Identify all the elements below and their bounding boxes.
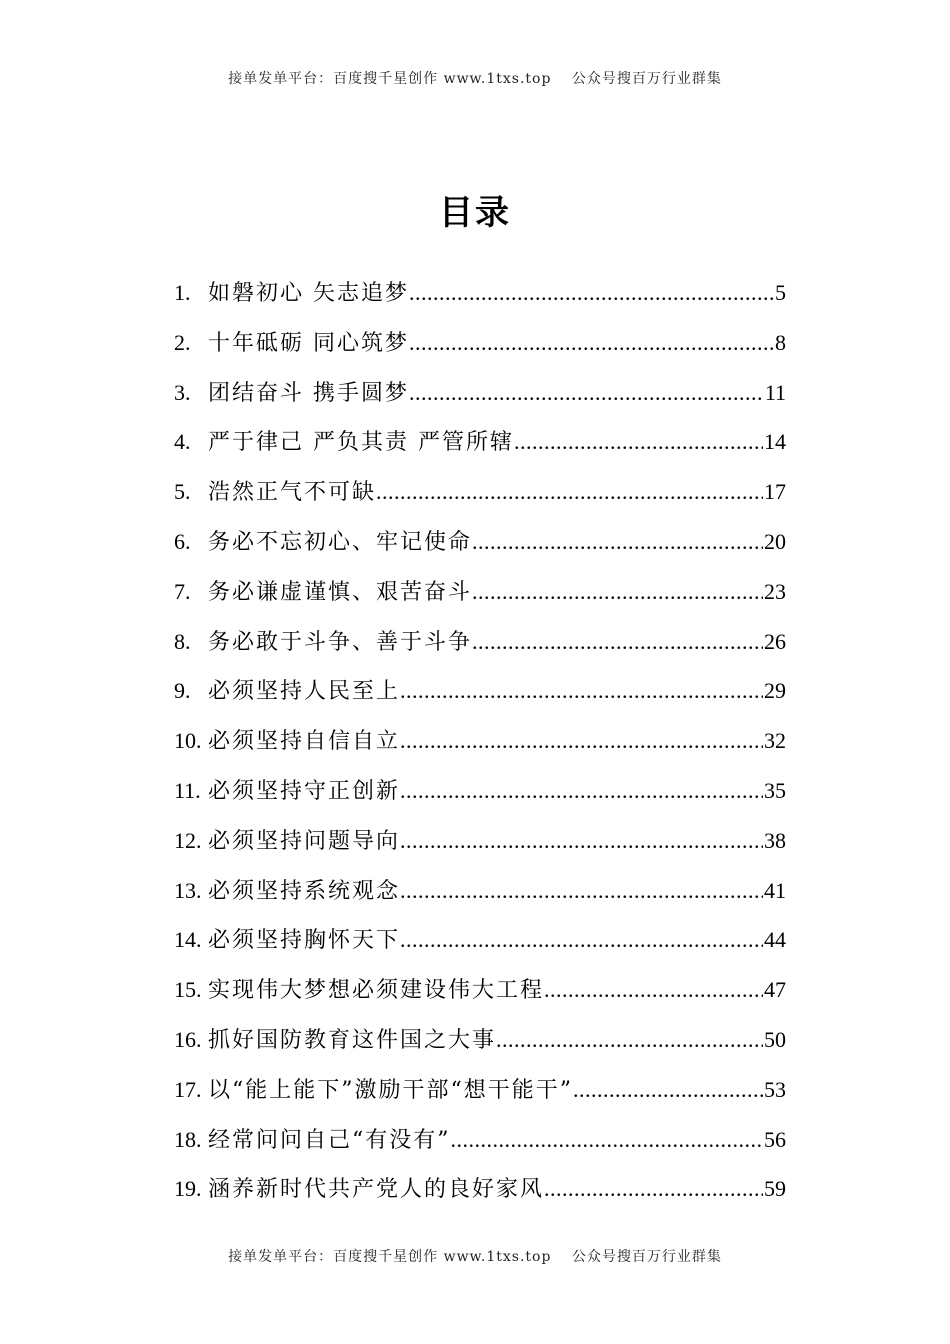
toc-dot-leader xyxy=(409,370,764,416)
toc-entry[interactable] xyxy=(174,619,786,669)
toc-entry-page-number: 41 xyxy=(764,877,786,903)
toc-entry-number: 5. xyxy=(174,479,191,505)
toc-entry-title: 务必敢于斗争、善于斗争 xyxy=(208,629,473,655)
toc-entry-title: 严于律己 严负其责 严管所辖 xyxy=(208,430,514,456)
toc-entry-number: 11. xyxy=(174,777,201,803)
toc-dot-leader xyxy=(400,917,763,963)
toc-entry-page-number: 20 xyxy=(764,528,786,554)
toc-entry-page-number: 29 xyxy=(764,678,786,704)
toc-entry-title: 务必谦虚谨慎、艰苦奋斗 xyxy=(208,579,473,605)
toc-entry[interactable] xyxy=(174,1067,786,1117)
toc-entry-title: 必须坚持人民至上 xyxy=(208,679,401,705)
table-of-contents xyxy=(174,270,786,1216)
toc-entry-page-number: 53 xyxy=(764,1076,786,1102)
toc-entry-title: 必须坚持守正创新 xyxy=(208,778,401,804)
toc-entry-number: 7. xyxy=(174,578,191,604)
toc-entry-title: 抓好国防教育这件国之大事 xyxy=(208,1027,497,1053)
toc-dot-leader xyxy=(544,967,763,1013)
toc-entry-number: 1. xyxy=(174,280,191,305)
toc-entry-page-number: 56 xyxy=(764,1126,786,1152)
toc-entry-title: 涵养新时代共产党人的良好家风 xyxy=(208,1177,545,1203)
toc-entry-number: 17. xyxy=(174,1076,202,1102)
toc-entry-title: 必须坚持胸怀天下 xyxy=(208,928,401,954)
toc-entry-title: 浩然正气不可缺 xyxy=(208,480,377,506)
toc-entry-title: 务必不忘初心、牢记使命 xyxy=(208,529,473,555)
toc-entry-number: 19. xyxy=(174,1176,202,1202)
toc-dot-leader xyxy=(400,668,763,714)
toc-entry-number: 10. xyxy=(174,728,202,754)
toc-entry-number: 12. xyxy=(174,827,202,853)
toc-entry-title: 经常问问自己“有没有” xyxy=(208,1127,451,1153)
toc-entry-title: 必须坚持问题导向 xyxy=(208,828,401,854)
toc-entry-page-number: 17 xyxy=(764,479,786,505)
toc-entry[interactable] xyxy=(174,768,786,818)
page-title: 目录 xyxy=(439,192,511,233)
toc-entry-number: 2. xyxy=(174,329,191,355)
toc-entry[interactable] xyxy=(174,270,786,320)
toc-entry-page-number: 44 xyxy=(764,927,786,953)
toc-entry[interactable] xyxy=(174,868,786,918)
toc-entry-title: 以“能上能下”激励干部“想干能干” xyxy=(208,1077,573,1103)
toc-entry[interactable] xyxy=(174,569,786,619)
toc-entry-page-number: 38 xyxy=(764,827,786,853)
toc-entry-page-number: 35 xyxy=(764,777,786,803)
toc-dot-leader xyxy=(400,818,763,864)
toc-dot-leader xyxy=(472,519,763,565)
toc-entry[interactable] xyxy=(174,668,786,718)
toc-dot-leader xyxy=(400,868,763,914)
toc-entry-title: 如磐初心 矢志追梦 xyxy=(208,281,409,306)
toc-entry-number: 18. xyxy=(174,1126,202,1152)
toc-entry[interactable] xyxy=(174,320,786,370)
toc-dot-leader xyxy=(472,619,763,665)
toc-dot-leader xyxy=(409,320,774,366)
toc-entry-number: 6. xyxy=(174,528,191,554)
toc-entry-title: 必须坚持系统观念 xyxy=(208,878,401,904)
toc-dot-leader xyxy=(409,270,774,316)
toc-entry-page-number: 26 xyxy=(764,628,786,654)
toc-dot-leader xyxy=(573,1067,763,1113)
toc-entry-page-number: 23 xyxy=(764,578,786,604)
toc-entry[interactable] xyxy=(174,718,786,768)
toc-entry[interactable] xyxy=(174,1166,786,1216)
toc-entry-title: 必须坚持自信自立 xyxy=(208,729,401,755)
toc-entry-title: 实现伟大梦想必须建设伟大工程 xyxy=(208,978,545,1004)
toc-dot-leader xyxy=(514,419,763,465)
toc-entry[interactable] xyxy=(174,1117,786,1167)
page-header: 接单发单平台：百度搜千星创作 www.1txs.top 公众号搜百万行业群集 xyxy=(228,71,722,87)
toc-entry-number: 14. xyxy=(174,927,202,953)
toc-entry-page-number: 5 xyxy=(775,280,786,305)
toc-dot-leader xyxy=(376,469,763,515)
toc-entry[interactable] xyxy=(174,917,786,967)
toc-entry[interactable] xyxy=(174,370,786,420)
toc-entry-page-number: 50 xyxy=(764,1026,786,1052)
toc-entry-page-number: 8 xyxy=(775,329,786,355)
toc-entry-page-number: 11 xyxy=(764,379,786,405)
toc-entry[interactable] xyxy=(174,967,786,1017)
toc-entry-number: 13. xyxy=(174,877,202,903)
toc-entry-title: 团结奋斗 携手圆梦 xyxy=(208,380,409,406)
toc-dot-leader xyxy=(472,569,763,615)
toc-entry[interactable] xyxy=(174,1017,786,1067)
toc-entry[interactable] xyxy=(174,818,786,868)
toc-entry[interactable] xyxy=(174,419,786,469)
toc-entry[interactable] xyxy=(174,519,786,569)
page-footer: 接单发单平台：百度搜千星创作 www.1txs.top 公众号搜百万行业群集 xyxy=(228,1249,722,1265)
toc-entry[interactable] xyxy=(174,469,786,519)
toc-entry-title: 十年砥砺 同心筑梦 xyxy=(208,330,409,356)
toc-dot-leader xyxy=(400,768,763,814)
toc-entry-page-number: 32 xyxy=(764,728,786,754)
toc-dot-leader xyxy=(496,1017,763,1063)
toc-dot-leader xyxy=(400,718,763,764)
toc-dot-leader xyxy=(451,1117,764,1163)
toc-entry-number: 4. xyxy=(174,429,191,455)
toc-entry-page-number: 59 xyxy=(764,1176,786,1202)
toc-entry-number: 15. xyxy=(174,977,202,1003)
toc-entry-page-number: 47 xyxy=(764,977,786,1003)
toc-entry-number: 16. xyxy=(174,1026,202,1052)
toc-entry-number: 8. xyxy=(174,628,191,654)
toc-dot-leader xyxy=(544,1166,763,1212)
toc-entry-page-number: 14 xyxy=(764,429,786,455)
toc-entry-number: 3. xyxy=(174,379,191,405)
toc-entry-number: 9. xyxy=(174,678,191,704)
